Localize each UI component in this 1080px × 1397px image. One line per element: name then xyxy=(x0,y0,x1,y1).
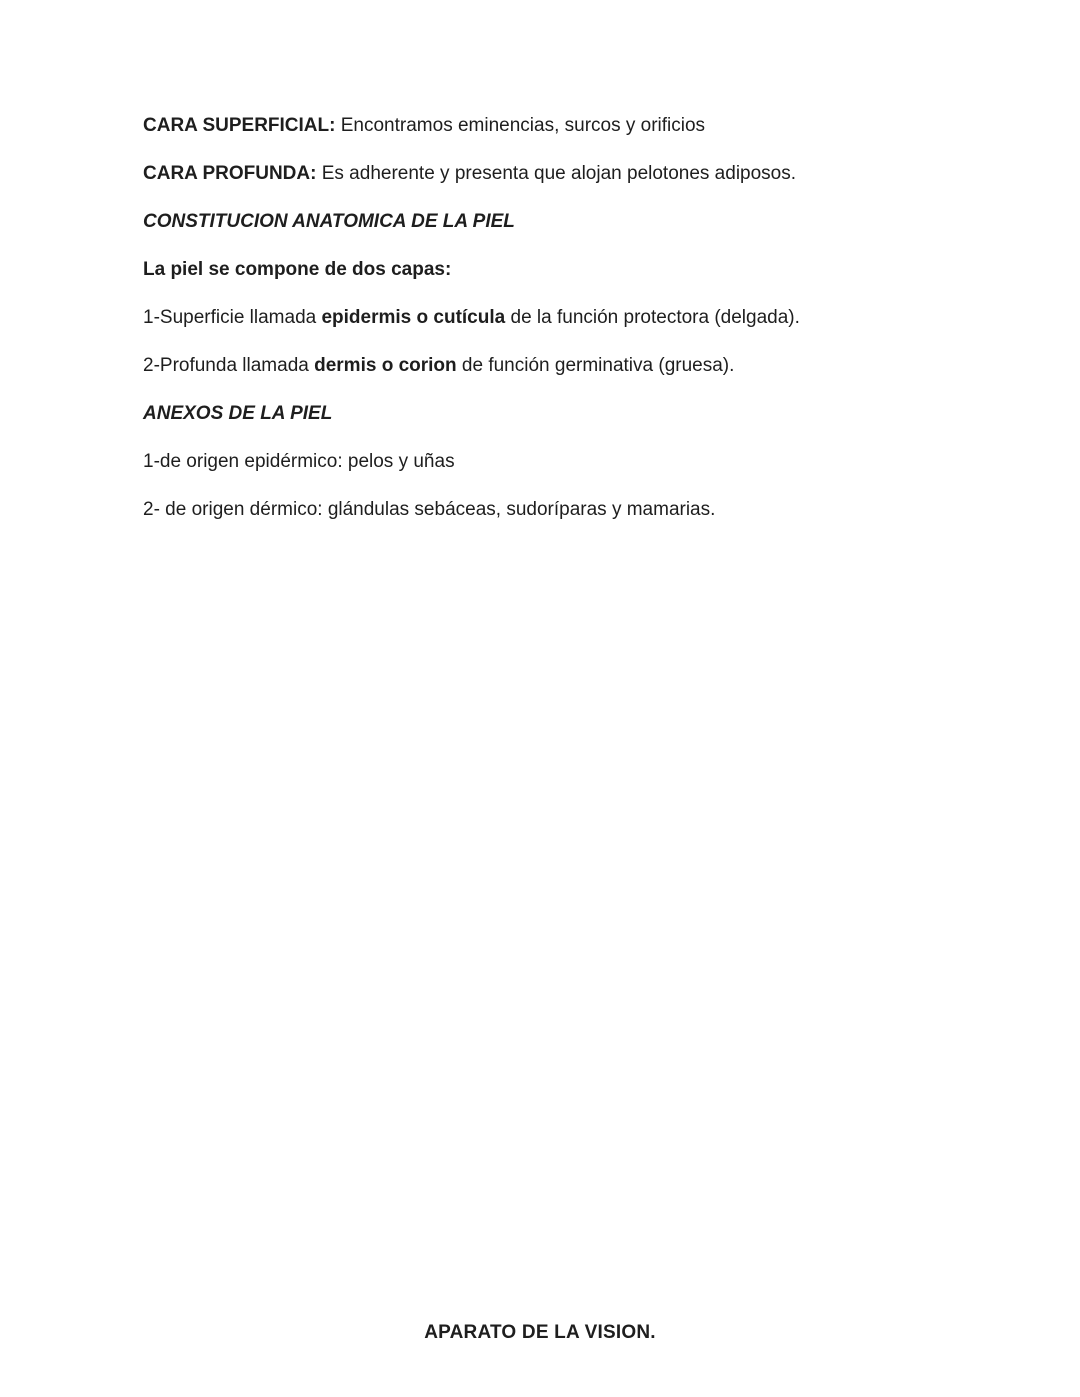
paragraph xyxy=(143,401,950,427)
bold-text: La piel se compone de dos capas: xyxy=(143,259,452,280)
bold-text: dermis o corion xyxy=(314,355,457,376)
paragraph xyxy=(143,305,950,331)
body-text: 2-Profunda llamada xyxy=(143,355,315,376)
footer-heading: APARATO DE LA VISION. xyxy=(424,1322,656,1343)
body-text: 1-de origen epidérmico: pelos y uñas xyxy=(143,451,455,472)
paragraph xyxy=(143,449,950,475)
body-text: de la función protectora (delgada). xyxy=(505,307,800,328)
paragraph xyxy=(143,257,950,283)
body-text: Es adherente y presenta que alojan pelotones adiposos. xyxy=(316,163,797,184)
document-body xyxy=(143,113,950,545)
paragraph xyxy=(143,497,950,523)
body-text: Encontramos eminencias, surcos y orificios xyxy=(335,115,706,136)
bold-text: CARA PROFUNDA: xyxy=(143,163,317,184)
paragraph xyxy=(143,161,950,187)
heading-text: CONSTITUCION ANATOMICA DE LA PIEL xyxy=(143,211,515,232)
bold-text: CARA SUPERFICIAL: xyxy=(143,115,336,136)
bold-text: epidermis o cutícula xyxy=(321,307,506,328)
body-text: 2- de origen dérmico: glándulas sebáceas, sudoríparas y mamarias. xyxy=(143,499,716,520)
paragraph xyxy=(143,353,950,379)
body-text: de función germinativa (gruesa). xyxy=(456,355,735,376)
heading-text: ANEXOS DE LA PIEL xyxy=(143,403,333,424)
body-text: 1-Superficie llamada xyxy=(143,307,322,328)
footer-section xyxy=(0,1320,1080,1346)
paragraph xyxy=(143,113,950,139)
paragraph xyxy=(143,209,950,235)
